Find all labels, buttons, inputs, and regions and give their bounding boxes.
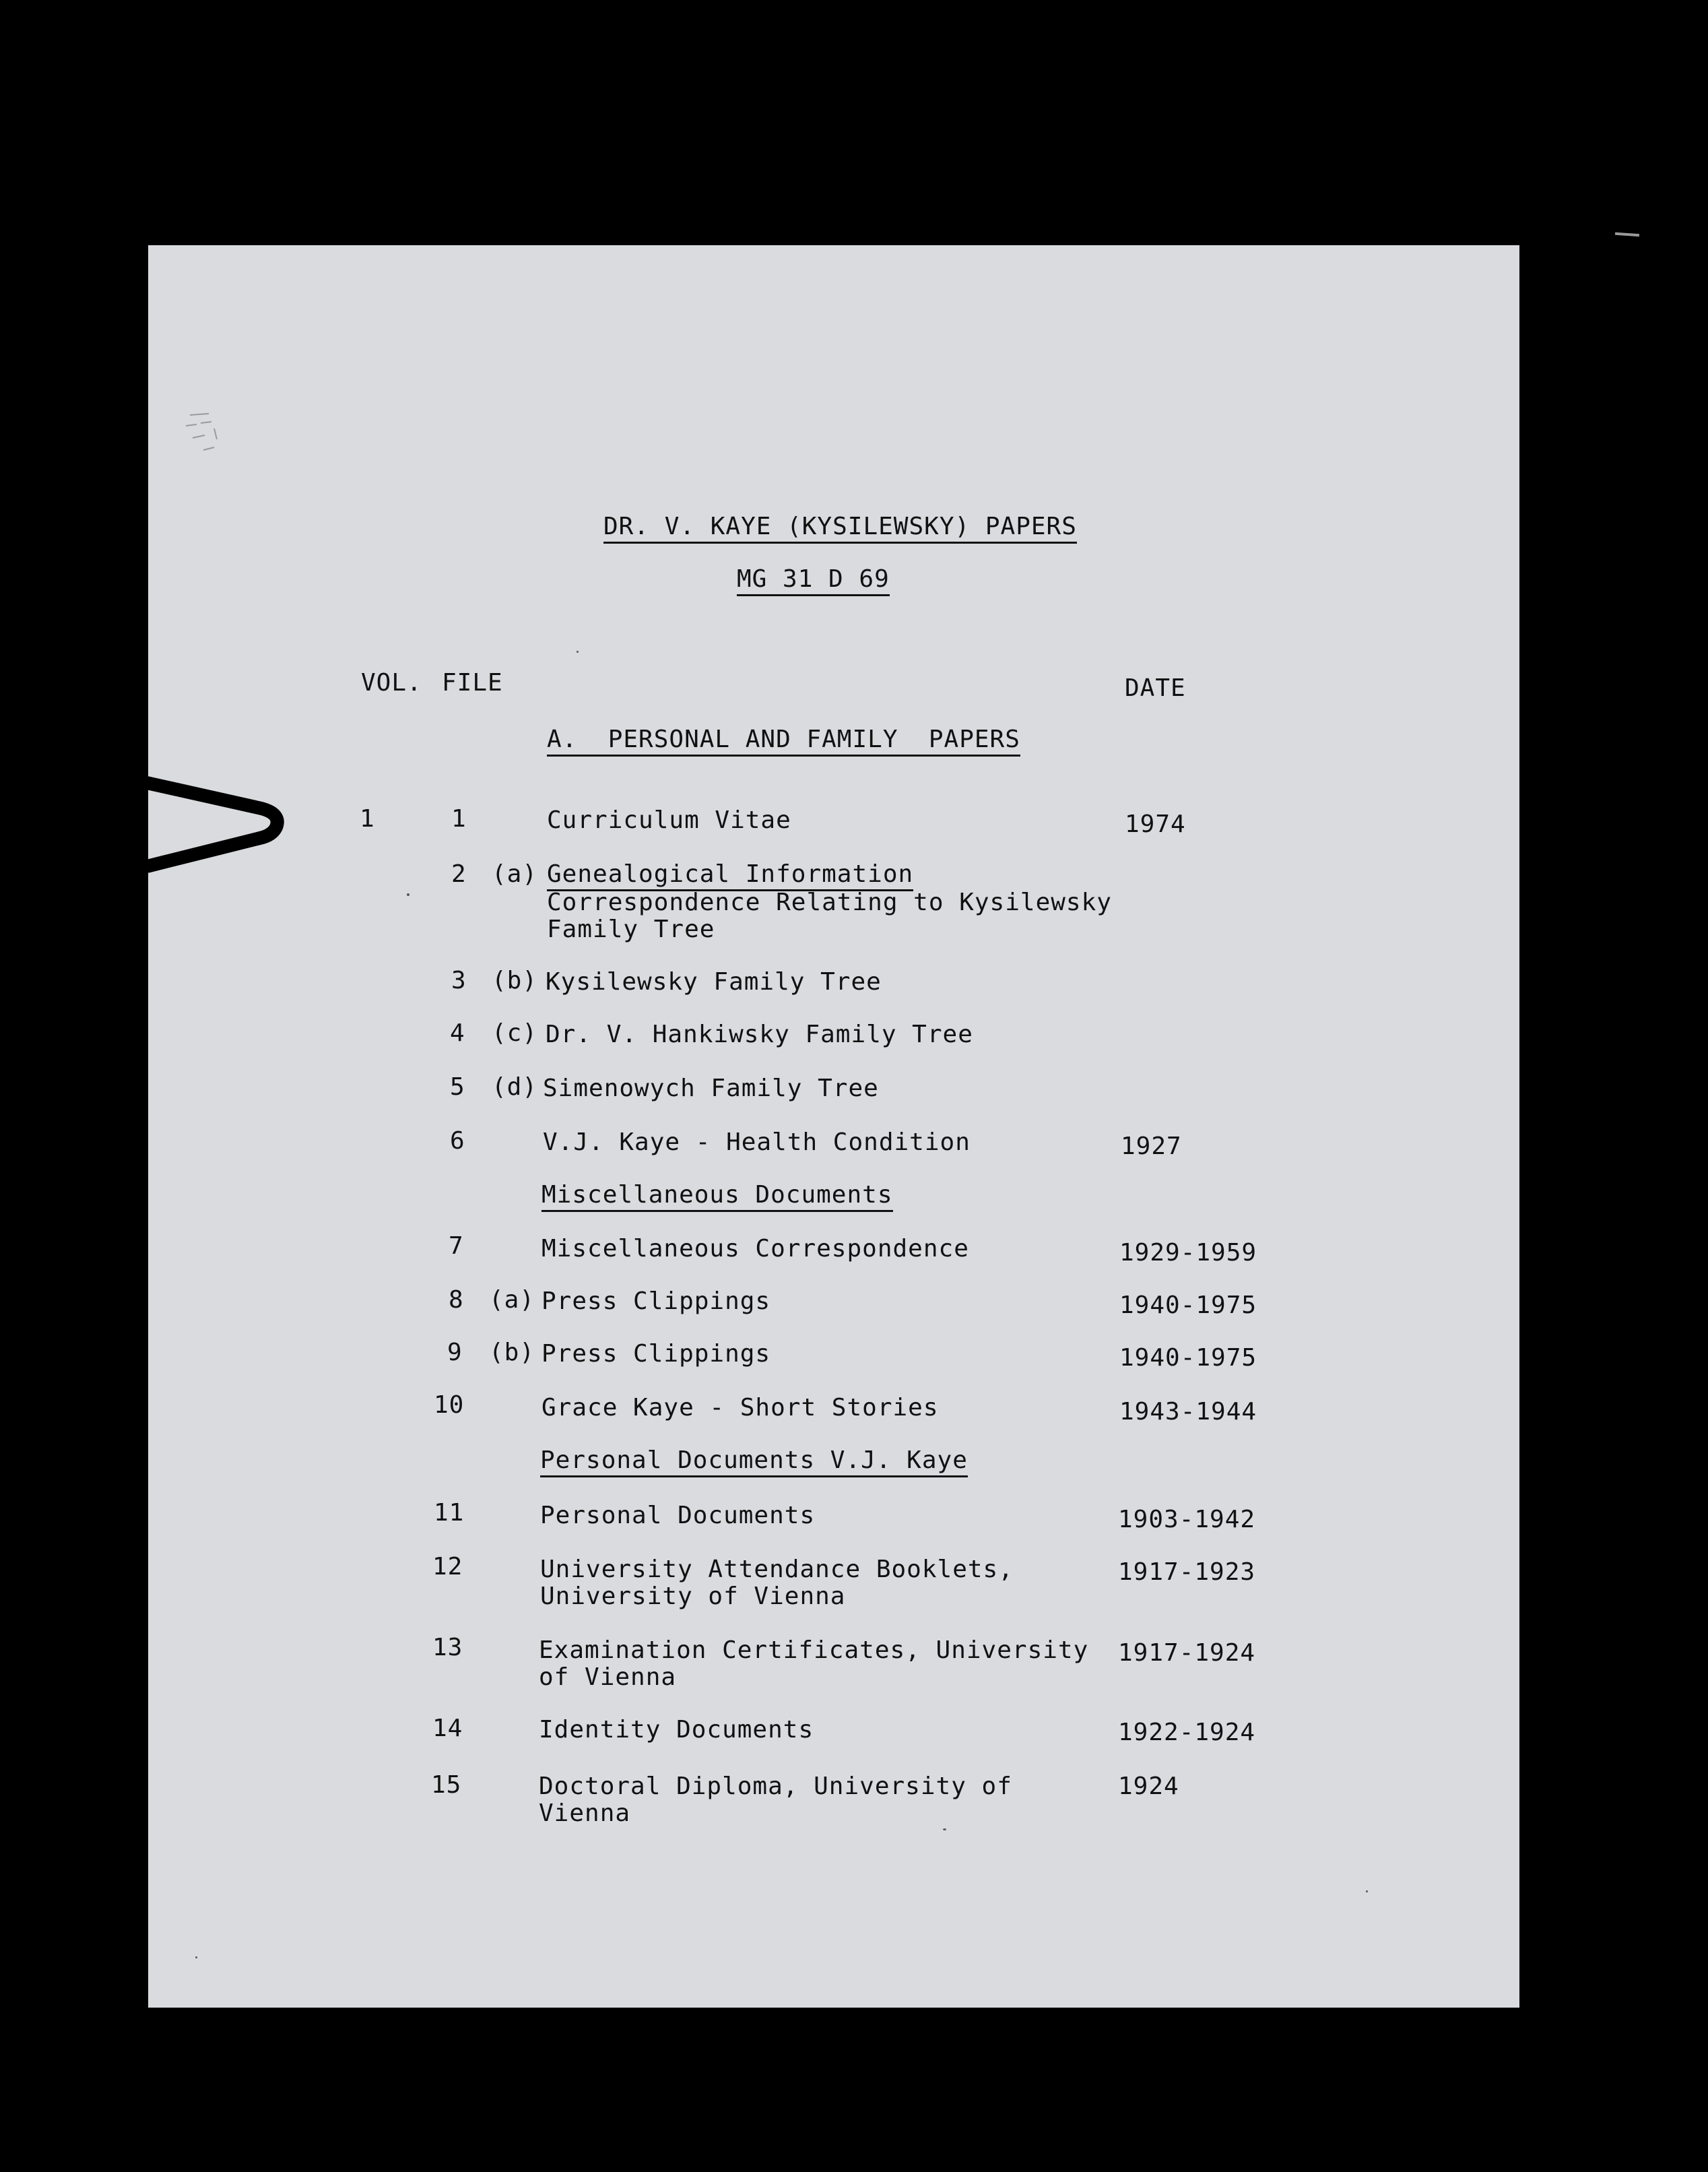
entry-description-line3: Family Tree bbox=[547, 916, 715, 943]
entry-description: Kysilewsky Family Tree bbox=[546, 968, 882, 996]
entry-description: Curriculum Vitae bbox=[547, 806, 791, 834]
entry-file: 1 bbox=[451, 805, 467, 833]
entry-subfile: (a) bbox=[492, 860, 538, 888]
paper-clip bbox=[147, 768, 308, 876]
faint-stamp-mark bbox=[176, 408, 233, 462]
entry-description-line2: University of Vienna bbox=[540, 1583, 846, 1610]
dust-speck bbox=[195, 1956, 197, 1958]
document-title: DR. V. KAYE (KYSILEWSKY) PAPERS bbox=[603, 513, 1077, 544]
entry-file: 5 bbox=[450, 1073, 465, 1101]
dust-speck bbox=[407, 893, 409, 896]
header-date: DATE bbox=[1125, 674, 1186, 702]
entry-date: 1927 bbox=[1121, 1132, 1182, 1160]
entry-file: 13 bbox=[432, 1634, 463, 1661]
header-vol: VOL. bbox=[361, 669, 422, 697]
dust-speck bbox=[1366, 1890, 1368, 1892]
entry-date: 1940-1975 bbox=[1119, 1291, 1257, 1319]
entry-file: 6 bbox=[450, 1127, 465, 1155]
entry-description: Press Clippings bbox=[541, 1287, 771, 1315]
entry-description: V.J. Kaye - Health Condition bbox=[543, 1128, 971, 1156]
document-reference: MG 31 D 69 bbox=[737, 566, 890, 596]
entry-description-line2: of Vienna bbox=[539, 1663, 677, 1691]
subsection-heading: Personal Documents V.J. Kaye bbox=[540, 1447, 968, 1477]
dust-speck bbox=[577, 651, 579, 653]
entry-description: Genealogical Information bbox=[547, 861, 913, 891]
entry-description: Simenowych Family Tree bbox=[543, 1075, 879, 1102]
entry-file: 11 bbox=[434, 1499, 465, 1527]
entry-date: 1929-1959 bbox=[1119, 1239, 1257, 1267]
entry-date: 1924 bbox=[1118, 1772, 1179, 1800]
entry-file: 12 bbox=[432, 1553, 463, 1580]
entry-subfile: (b) bbox=[492, 967, 538, 994]
entry-date: 1940-1975 bbox=[1119, 1344, 1257, 1372]
entry-description: Examination Certificates, University bbox=[539, 1636, 1089, 1664]
entry-subfile: (b) bbox=[489, 1339, 535, 1366]
entry-subfile: (d) bbox=[492, 1073, 538, 1101]
header-file: FILE bbox=[442, 669, 503, 697]
entry-date: 1974 bbox=[1125, 810, 1186, 838]
entry-description: Identity Documents bbox=[539, 1716, 814, 1744]
entry-file: 3 bbox=[451, 967, 467, 994]
entry-description: Press Clippings bbox=[541, 1340, 771, 1368]
subsection-heading: Miscellaneous Documents bbox=[541, 1182, 893, 1212]
entry-subfile: (c) bbox=[492, 1019, 538, 1047]
entry-date: 1917-1924 bbox=[1118, 1639, 1256, 1667]
entry-description: Personal Documents bbox=[540, 1502, 816, 1529]
dust-speck bbox=[943, 1828, 946, 1830]
entry-file: 7 bbox=[449, 1232, 464, 1260]
entry-description-line2: Correspondence Relating to Kysilewsky bbox=[547, 889, 1112, 916]
entry-date: 1903-1942 bbox=[1118, 1506, 1256, 1533]
entry-date: 1943-1944 bbox=[1119, 1398, 1257, 1426]
entry-file: 2 bbox=[451, 860, 467, 888]
entry-date: 1922-1924 bbox=[1118, 1719, 1256, 1746]
entry-file: 14 bbox=[432, 1715, 463, 1742]
section-heading: A. PERSONAL AND FAMILY PAPERS bbox=[547, 726, 1020, 757]
entry-description: Grace Kaye - Short Stories bbox=[541, 1394, 939, 1422]
entry-file: 15 bbox=[431, 1771, 462, 1799]
entry-description-line2: Vienna bbox=[539, 1799, 631, 1827]
entry-description: Miscellaneous Correspondence bbox=[541, 1235, 969, 1263]
scan-mark bbox=[1615, 232, 1639, 237]
entry-file: 4 bbox=[450, 1019, 465, 1047]
entry-description: University Attendance Booklets, bbox=[540, 1556, 1014, 1583]
entry-file: 8 bbox=[449, 1286, 464, 1314]
entry-file: 10 bbox=[434, 1391, 465, 1419]
paper-sheet bbox=[148, 245, 1519, 2008]
entry-file: 9 bbox=[447, 1339, 463, 1366]
entry-vol: 1 bbox=[360, 805, 375, 833]
entry-date: 1917-1923 bbox=[1118, 1558, 1256, 1586]
entry-description: Dr. V. Hankiwsky Family Tree bbox=[546, 1021, 973, 1048]
entry-description: Doctoral Diploma, University of bbox=[539, 1772, 1012, 1800]
entry-subfile: (a) bbox=[489, 1286, 535, 1314]
